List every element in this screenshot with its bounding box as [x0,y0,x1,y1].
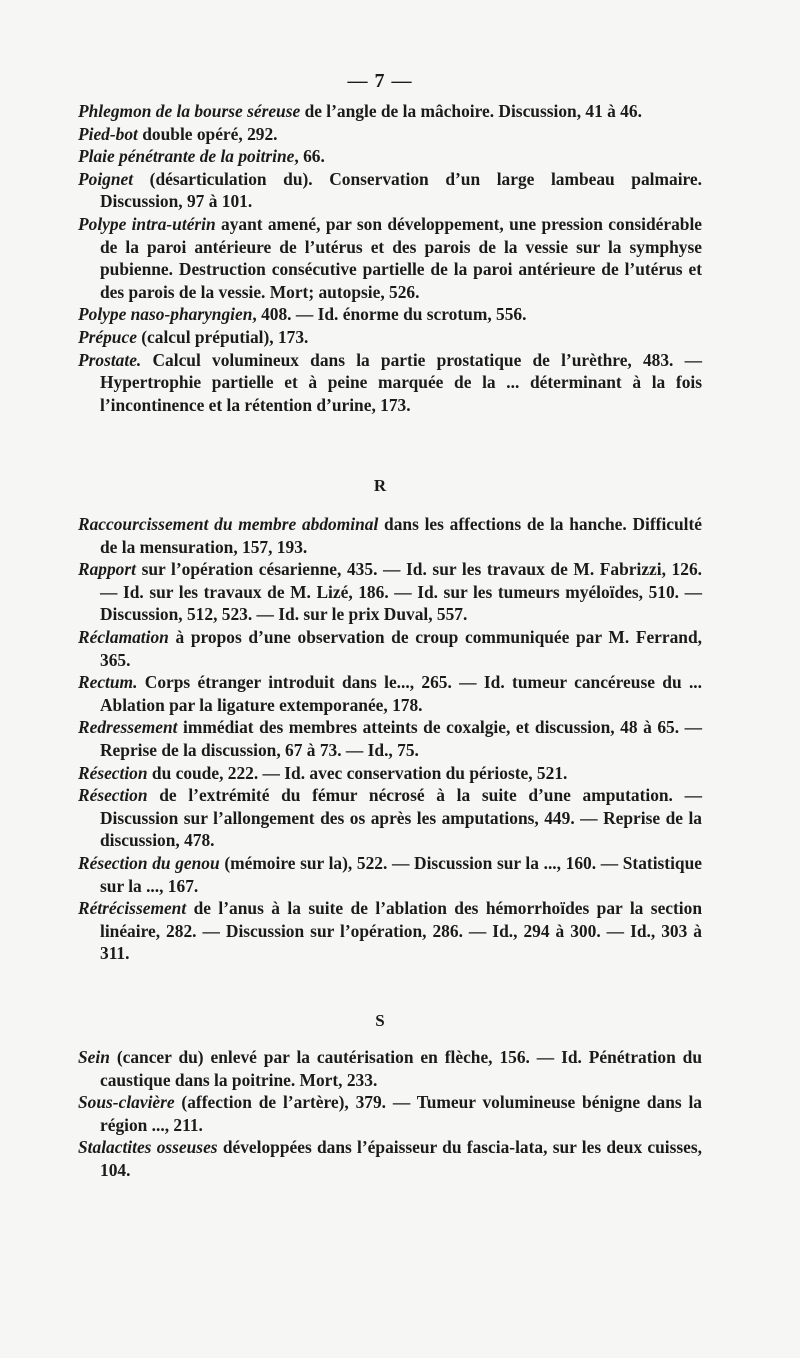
entry-text: Corps étranger introduit dans le..., 265. — Id. tumeur cancéreuse du ... Ablation par la ligature extemporanée, 178. [100,672,702,715]
index-entry [78,1091,702,1136]
entry-text: double opéré, 292. [137,123,278,144]
entry-heading: Stalactites osseuses [78,1137,218,1158]
index-entry [78,100,702,123]
entry-heading: Sein [78,1047,110,1067]
entry-heading: Pied-bot [78,123,138,144]
section-letter-s: S [375,1011,385,1030]
index-entry [78,123,702,146]
entry-heading: Sous-clavière [78,1092,175,1113]
entry-text: de l’extrémité du fémur nécrosé à la suite d’une amputation. — Discussion sur l’allongement des os après les amputations, 449. — Reprise de la discussion, 478. [100,785,702,851]
entry-heading: Prépuce [78,326,137,347]
index-entry [78,1046,702,1091]
entry-heading: Résection [78,762,148,783]
entry-text: (affection de l’artère), 379. — Tumeur volumineuse bénigne dans la région ..., 211. [100,1092,702,1135]
entry-heading: Résection [78,785,148,806]
entry-heading: Rapport [78,559,136,580]
entry-heading: Poignet [78,168,134,189]
index-entry [78,897,702,965]
entry-text: , 66. [294,146,325,167]
index-entry [78,852,702,897]
entry-text: à propos d’une observation de croup communiquée par M. Ferrand, 365. [100,626,702,670]
entry-heading: Résection du genou [78,852,220,873]
entry-heading: Polype intra-utérin [78,213,216,234]
entry-text: Calcul volumineux dans la partie prostatique de l’urèthre, 483. — Hypertrophie partielle et à peine marquée de la ... déterminant à la fois l’incontinence et la rétention d’urine, 173. [100,349,702,415]
index-entry [78,558,702,626]
entry-text: du coude, 222. — Id. avec conservation du périoste, 521. [147,762,568,783]
index-entry [78,671,702,716]
index-entry [78,513,702,558]
entry-text: (cancer du) enlevé par la cautérisation en flèche, 156. — Id. Pénétration du caustique dans la poitrine. Mort, 233. [100,1047,702,1090]
entry-text: (désarticulation du). Conservation d’un large lambeau palmaire. Discussion, 97 à 101. [100,168,702,212]
entry-heading: Polype naso-pharyngien [78,304,253,325]
entry-text: développées dans l’épaisseur du fascia-lata, sur les deux cuisses, 104. [100,1137,703,1180]
section-r-entries [78,513,702,965]
entry-text: dans les affections de la hanche. Difficulté de la mensuration, 157, 193. [100,514,703,557]
entry-heading: Redressement [78,717,178,738]
page-number: — 7 — [347,70,413,92]
index-entry [78,213,702,303]
index-entry [78,1136,702,1181]
entry-text: sur l’opération césarienne, 435. — Id. sur les travaux de M. Fabrizzi, 126. — Id. sur les travaux de M. Lizé, 186. — Id. sur les tumeurs myéloïdes, 510. — Discussion, 512, 523. — Id. sur le prix Duval, 557. [100,559,702,625]
entry-heading: Raccourcissement du membre abdominal [78,514,379,534]
entry-heading: Plaie pénétrante de la poitrine [78,146,295,167]
index-entry [78,145,702,168]
index-entry [78,716,702,761]
entry-text: , 408. — Id. énorme du scrotum, 556. [252,304,527,325]
entry-heading: Rétrécissement [78,898,187,919]
entry-text: (mémoire sur la), 522. — Discussion sur la ..., 160. — Statistique sur la ..., 167. [100,852,702,896]
entry-text: de l’anus à la suite de l’ablation des hémorrhoïdes par la section linéaire, 282. — Discussion sur l’opération, 286. — Id., 294 à 300. — Id., 303 à 311. [100,898,702,964]
entry-text: (calcul préputial), 173. [136,326,309,347]
section-p-entries [78,100,702,416]
entry-text: immédiat des membres atteints de coxalgie, et discussion, 48 à 65. — Reprise de la discussion, 67 à 73. — Id., 75. [100,717,702,760]
entry-heading: Réclamation [78,626,169,647]
index-entry [78,168,702,213]
entry-heading: Prostate. [78,349,142,370]
index-entry [78,349,702,417]
entry-heading: Rectum. [78,672,138,693]
entry-text: de l’angle de la mâchoire. Discussion, 41 à 46. [300,101,642,121]
section-letter-r: R [373,476,387,495]
index-entry [78,784,702,852]
index-entry [78,326,702,349]
index-entry [78,626,702,671]
index-entry [78,303,702,326]
entry-heading: Phlegmon de la bourse séreuse [78,101,301,121]
entry-text: ayant amené, par son développement, une pression considérable de la paroi antérieure de l’utérus et des parois de la vessie sur la symphyse pubienne. Destruction consécutive partielle de la paroi antérieure de l’utérus et des parois de la vessie. Mort; autopsie, 526. [100,213,702,302]
index-entry [78,762,702,785]
section-s-entries [78,1046,702,1182]
